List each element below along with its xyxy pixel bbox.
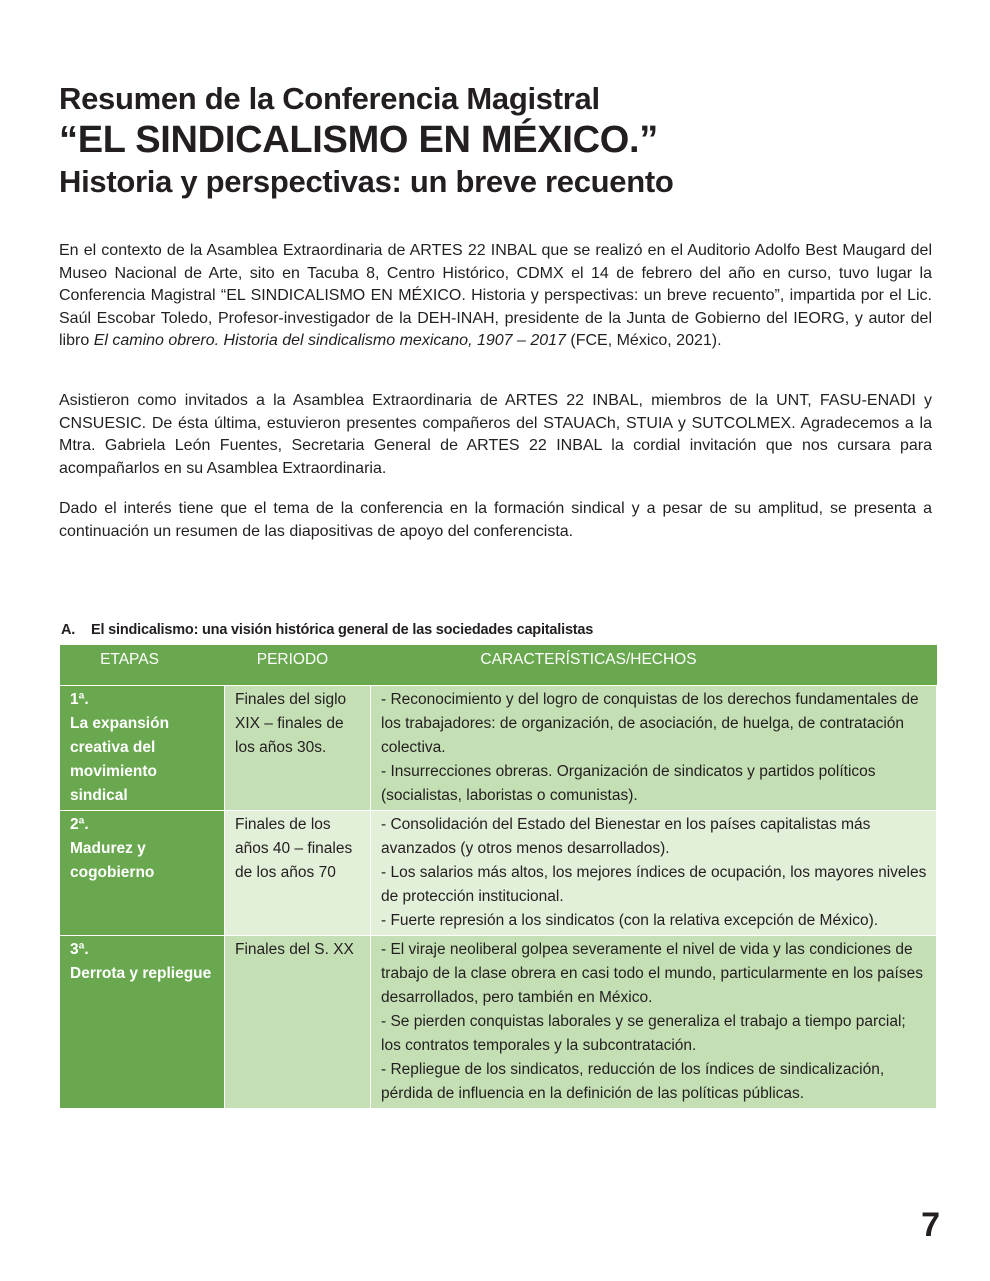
- characteristics-cell: [371, 685, 937, 810]
- header-etapas: ETAPAS: [60, 645, 225, 685]
- paragraph-attendees: Asistieron como invitados a la Asamblea Extraordinaria de ARTES 22 INBAL, miembros de la UNT, FASU-ENADI y CNSUESIC. De ésta última, estuvieron presentes compañeros del STAUACh, STUIA y SUTCOLMEX. Agradecemos a la Mtra. Gabriela León Fuentes, Secretaria General de ARTES 22 INBAL la cordial invitación que nos cursara para acompañarlos en su Asamblea Extraordinaria.: [59, 392, 932, 477]
- section-title: El sindicalismo: una visión histórica general de las sociedades capitalistas: [91, 622, 594, 638]
- stage-number: 2ª.: [70, 815, 89, 833]
- paragraph-context-text: En el contexto de la Asamblea Extraordinaria de ARTES 22 INBAL que se realizó en el Auditorio Adolfo Best Maugard del Museo Nacional de Arte, sito en Tacuba 8, Centro Histórico, CDMX el 14 de febrero del año en curso, tuvo lugar la Conferencia Magistral “EL SINDICALISMO EN MÉXICO. Historia y perspectivas: un breve recuento”, impartida por el Lic. Saúl Escobar Toledo, Profesor-investigador de la DEH-INAH, presidente de la Junta de Gobierno del IEORG, y autor del libro: [59, 242, 932, 350]
- section-letter: A.: [61, 622, 76, 638]
- stage-name: La expansión creativa del movimiento sindical: [70, 714, 170, 804]
- stages-table: [59, 645, 937, 1109]
- header-caracteristicas: CARACTERÍSTICAS/HECHOS: [371, 645, 937, 685]
- section-heading: [61, 622, 593, 638]
- title-line-2: “EL SINDICALISMO EN MÉXICO.”: [59, 119, 658, 161]
- stage-name: Madurez y cogobierno: [70, 839, 155, 881]
- stage-cell: [60, 935, 225, 1108]
- table-row: [60, 810, 937, 935]
- characteristic-item: - Reconocimiento y del logro de conquistas de los derechos fundamentales de los trabajadores: de organización, de asociación, de huelga, de contratación colectiva.: [381, 690, 919, 756]
- stage-cell: [60, 685, 225, 810]
- characteristic-item: - Se pierden conquistas laborales y se generaliza el trabajo a tiempo parcial; los contratos temporales y la subcontratación.: [381, 1012, 906, 1054]
- table-row: [60, 685, 937, 810]
- header-periodo: PERIODO: [225, 645, 371, 685]
- stage-number: 3ª.: [70, 940, 89, 958]
- characteristic-item: - Repliegue de los sindicatos, reducción de los índices de sindicalización, pérdida de influencia en la definición de las políticas públicas.: [381, 1060, 885, 1102]
- characteristic-item: - Insurrecciones obreras. Organización de sindicatos y partidos políticos (socialistas, laboristas o comunistas).: [381, 762, 876, 804]
- characteristics-cell: [371, 935, 937, 1108]
- paragraph-context-tail: (FCE, México, 2021).: [565, 332, 722, 350]
- stage-cell: [60, 810, 225, 935]
- characteristic-item: - Fuerte represión a los sindicatos (con la relativa excepción de México).: [381, 911, 879, 929]
- characteristic-item: - Los salarios más altos, los mejores índices de ocupación, los mayores niveles de protección institucional.: [381, 863, 927, 905]
- stage-number: 1ª.: [70, 690, 89, 708]
- table-row: [60, 935, 937, 1108]
- characteristic-item: - Consolidación del Estado del Bienestar en los países capitalistas más avanzados (y otros menos desarrollados).: [381, 815, 871, 857]
- period-cell: Finales del siglo XIX – finales de los años 30s.: [225, 685, 371, 810]
- period-cell: Finales del S. XX: [225, 935, 371, 1108]
- characteristics-cell: [371, 810, 937, 935]
- title-line-1: Resumen de la Conferencia Magistral: [59, 81, 600, 116]
- characteristic-item: - El viraje neoliberal golpea severamente el nivel de vida y las condiciones de trabajo de la clase obrera en casi todo el mundo, particularmente en los países desarrollados, pero también en México.: [381, 940, 923, 1006]
- title-line-3: Historia y perspectivas: un breve recuento: [59, 164, 674, 199]
- stage-name: Derrota y repliegue: [70, 964, 212, 982]
- paragraph-summary-intro: Dado el interés tiene que el tema de la conferencia en la formación sindical y a pesar de su amplitud, se presenta a continuación un resumen de las diapositivas de apoyo del conferencista.: [59, 500, 932, 540]
- page-number: 7: [921, 1206, 940, 1244]
- table-header-row: [60, 645, 937, 685]
- period-cell: Finales de los años 40 – finales de los años 70: [225, 810, 371, 935]
- book-title: El camino obrero. Historia del sindicalismo mexicano, 1907 – 2017: [93, 332, 566, 350]
- paragraph-context: [59, 240, 932, 353]
- title-block: [59, 80, 939, 202]
